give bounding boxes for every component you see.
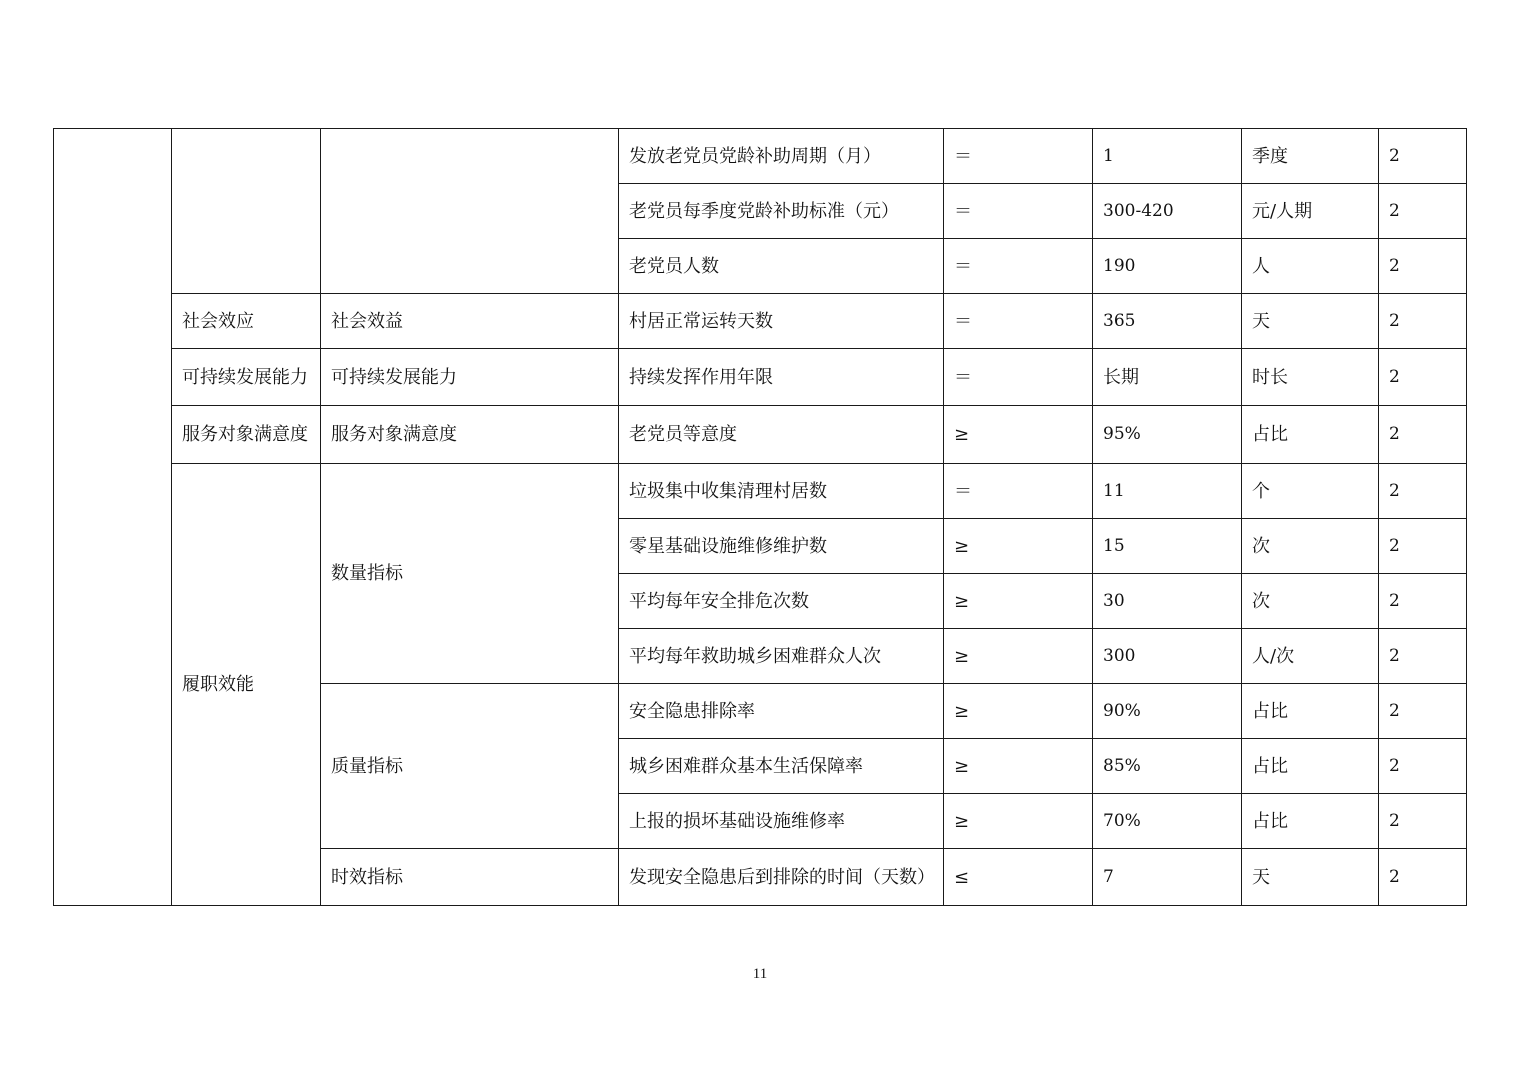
score-cell: 2 xyxy=(1379,239,1467,294)
target-value-cell: 190 xyxy=(1093,239,1242,294)
indicator-name-cell: 老党员每季度党龄补助标准（元） xyxy=(619,184,944,239)
score-cell: 2 xyxy=(1379,849,1467,906)
unit-cell: 元/人期 xyxy=(1242,184,1379,239)
target-value-cell: 365 xyxy=(1093,294,1242,349)
indicator-name-cell: 老党员人数 xyxy=(619,239,944,294)
indicator-name-cell: 平均每年救助城乡困难群众人次 xyxy=(619,629,944,684)
operator-cell: ≥ xyxy=(944,684,1093,739)
table-row xyxy=(54,406,1467,464)
target-value-cell: 95% xyxy=(1093,406,1242,464)
target-value-cell: 7 xyxy=(1093,849,1242,906)
level2-indicator-cell: 社会效应 xyxy=(172,294,321,349)
level3-indicator-cell: 数量指标 xyxy=(321,464,619,684)
target-value-cell: 30 xyxy=(1093,574,1242,629)
indicator-name-cell: 垃圾集中收集清理村居数 xyxy=(619,464,944,519)
operator-cell: ＝ xyxy=(944,129,1093,184)
level3-indicator-cell xyxy=(321,129,619,294)
target-value-cell: 15 xyxy=(1093,519,1242,574)
level2-indicator-cell: 可持续发展能力 xyxy=(172,349,321,406)
unit-cell: 天 xyxy=(1242,294,1379,349)
target-value-cell: 85% xyxy=(1093,739,1242,794)
level3-indicator-cell: 社会效益 xyxy=(321,294,619,349)
unit-cell: 季度 xyxy=(1242,129,1379,184)
level2-indicator-cell: 服务对象满意度 xyxy=(172,406,321,464)
operator-cell: ≥ xyxy=(944,519,1093,574)
target-value-cell: 90% xyxy=(1093,684,1242,739)
unit-cell: 占比 xyxy=(1242,794,1379,849)
target-value-cell: 70% xyxy=(1093,794,1242,849)
page-number: 11 xyxy=(752,966,768,982)
operator-cell: ＝ xyxy=(944,294,1093,349)
unit-cell: 次 xyxy=(1242,574,1379,629)
score-cell: 2 xyxy=(1379,464,1467,519)
unit-cell: 人 xyxy=(1242,239,1379,294)
unit-cell: 人/次 xyxy=(1242,629,1379,684)
indicator-name-cell: 零星基础设施维修维护数 xyxy=(619,519,944,574)
level3-indicator-cell: 质量指标 xyxy=(321,684,619,849)
score-cell: 2 xyxy=(1379,574,1467,629)
table-row xyxy=(54,349,1467,406)
operator-cell: ≥ xyxy=(944,794,1093,849)
table-row xyxy=(54,464,1467,519)
operator-cell: ≥ xyxy=(944,574,1093,629)
score-cell: 2 xyxy=(1379,184,1467,239)
indicator-name-cell: 发现安全隐患后到排除的时间（天数） xyxy=(619,849,944,906)
operator-cell: ＝ xyxy=(944,184,1093,239)
score-cell: 2 xyxy=(1379,294,1467,349)
level2-indicator-cell: 履职效能 xyxy=(172,464,321,906)
unit-cell: 占比 xyxy=(1242,684,1379,739)
level2-indicator-cell xyxy=(172,129,321,294)
indicator-name-cell: 老党员等意度 xyxy=(619,406,944,464)
unit-cell: 占比 xyxy=(1242,739,1379,794)
indicator-name-cell: 发放老党员党龄补助周期（月） xyxy=(619,129,944,184)
score-cell: 2 xyxy=(1379,629,1467,684)
operator-cell: ≤ xyxy=(944,849,1093,906)
operator-cell: ＝ xyxy=(944,464,1093,519)
operator-cell: ≥ xyxy=(944,739,1093,794)
indicator-name-cell: 持续发挥作用年限 xyxy=(619,349,944,406)
table-row xyxy=(54,129,1467,184)
performance-indicator-table xyxy=(53,128,1467,906)
score-cell: 2 xyxy=(1379,739,1467,794)
operator-cell: ≥ xyxy=(944,629,1093,684)
score-cell: 2 xyxy=(1379,349,1467,406)
target-value-cell: 300 xyxy=(1093,629,1242,684)
indicator-name-cell: 安全隐患排除率 xyxy=(619,684,944,739)
operator-cell: ＝ xyxy=(944,349,1093,406)
operator-cell: ＝ xyxy=(944,239,1093,294)
score-cell: 2 xyxy=(1379,406,1467,464)
level3-indicator-cell: 时效指标 xyxy=(321,849,619,906)
level3-indicator-cell: 服务对象满意度 xyxy=(321,406,619,464)
unit-cell: 个 xyxy=(1242,464,1379,519)
table-row xyxy=(54,294,1467,349)
indicator-name-cell: 平均每年安全排危次数 xyxy=(619,574,944,629)
target-value-cell: 300-420 xyxy=(1093,184,1242,239)
unit-cell: 时长 xyxy=(1242,349,1379,406)
unit-cell: 占比 xyxy=(1242,406,1379,464)
level1-indicator-cell xyxy=(54,129,172,906)
indicator-name-cell: 村居正常运转天数 xyxy=(619,294,944,349)
unit-cell: 次 xyxy=(1242,519,1379,574)
operator-cell: ≥ xyxy=(944,406,1093,464)
score-cell: 2 xyxy=(1379,519,1467,574)
level3-indicator-cell: 可持续发展能力 xyxy=(321,349,619,406)
score-cell: 2 xyxy=(1379,129,1467,184)
unit-cell: 天 xyxy=(1242,849,1379,906)
indicator-name-cell: 上报的损坏基础设施维修率 xyxy=(619,794,944,849)
score-cell: 2 xyxy=(1379,794,1467,849)
target-value-cell: 11 xyxy=(1093,464,1242,519)
target-value-cell: 长期 xyxy=(1093,349,1242,406)
target-value-cell: 1 xyxy=(1093,129,1242,184)
score-cell: 2 xyxy=(1379,684,1467,739)
indicator-name-cell: 城乡困难群众基本生活保障率 xyxy=(619,739,944,794)
